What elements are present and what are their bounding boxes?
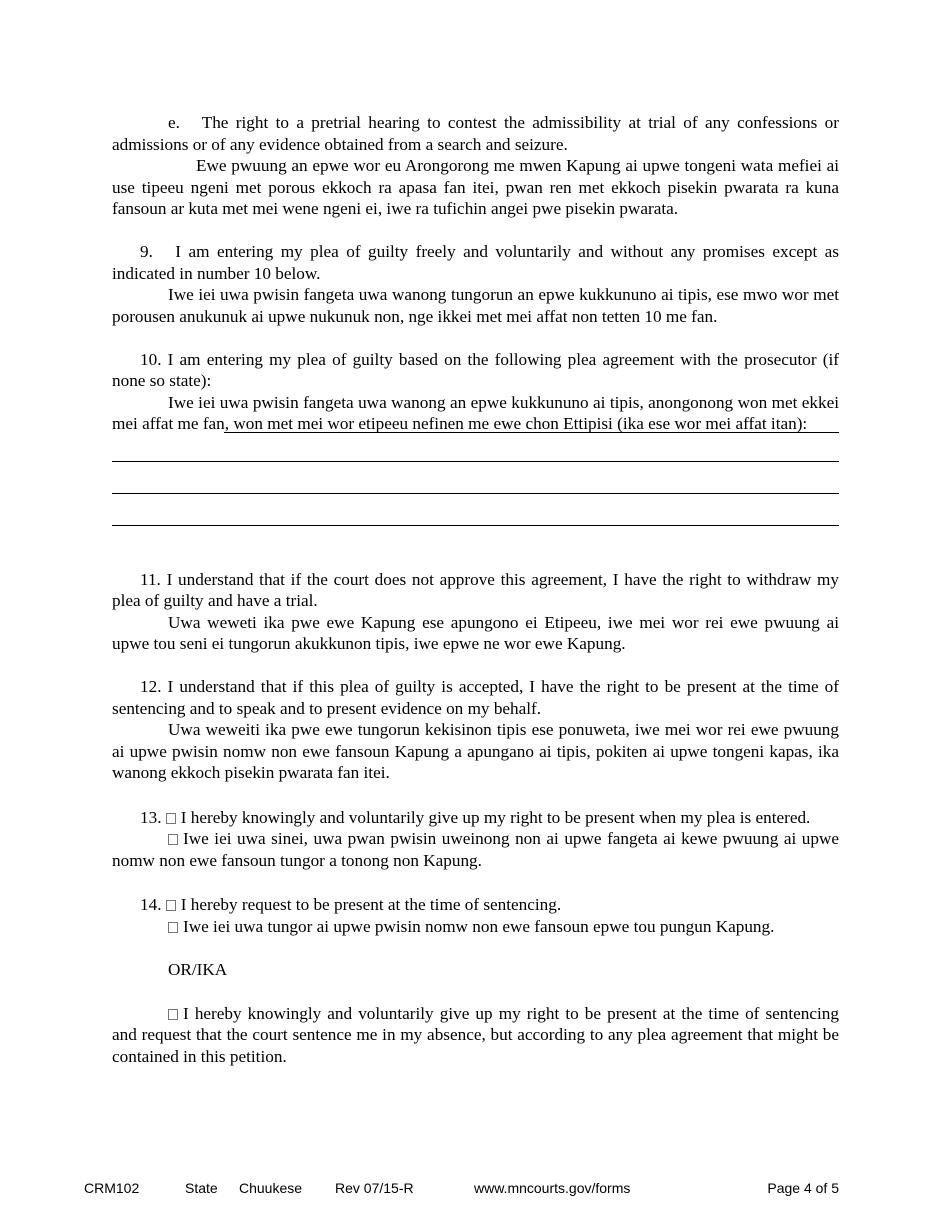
item-14-marker: 14.	[140, 895, 162, 914]
item-9-marker: 9.	[140, 242, 153, 261]
item-e-marker: e.	[168, 113, 180, 132]
page-footer	[84, 1180, 839, 1198]
item-14-alt-checkbox[interactable]	[168, 1009, 178, 1020]
footer-page-number: Page 4 of 5	[767, 1180, 839, 1196]
item-12-text: I understand that if this plea of guilty is accepted, I have the right to be present at the time of sentencing and to speak and to present evidence on my behalf.	[112, 677, 839, 718]
item-10-marker: 10.	[140, 349, 162, 369]
item-9-english	[112, 241, 839, 284]
item-11-chuukese: Uwa weweti ika pwe ewe Kapung ese apungono ei Etipeeu, iwe mei wor rei ewe pwuung ai upwe tou seni ei tungorun akukkunon tipis, iwe epwe ne wor ewe Kapung.	[112, 612, 839, 653]
item-12-english	[112, 676, 839, 719]
item-14-chuukese-checkbox[interactable]	[168, 922, 178, 933]
item-11-text: I understand that if the court does not approve this agreement, I have the right to withdraw my plea of guilty and have a trial.	[112, 569, 840, 610]
item-14-chuukese: Iwe iei uwa tungor ai upwe pwisin nomw non ewe fansoun epwe tou pungun Kapung.	[112, 916, 839, 938]
item-14-alternative: I hereby knowingly and voluntarily give up my right to be present at the time of sentencing and request that the court sentence me in my absence, but according to any plea agreement that might be contained in this petition.	[112, 1003, 839, 1066]
footer-revision: Rev 07/15-R	[335, 1180, 414, 1196]
item-10-english	[112, 349, 839, 392]
footer-form-id: CRM102	[84, 1180, 140, 1196]
item-10-chuukese-row	[112, 392, 839, 435]
item-9-text: I am entering my plea of guilty freely and voluntarily and without any promises except as indicated in number 10 below.	[112, 242, 840, 283]
footer-state: State	[185, 1180, 218, 1196]
item-13-english	[112, 807, 839, 829]
item-12-marker: 12.	[140, 677, 162, 696]
document-body	[112, 112, 839, 1067]
footer-url[interactable]: www.mncourts.gov/forms	[474, 1180, 631, 1196]
plea-agreement-line-1[interactable]	[224, 431, 839, 433]
item-11-english	[112, 569, 839, 612]
item-14-checkbox[interactable]	[166, 900, 176, 911]
item-14-text: I hereby request to be present at the time of sentencing.	[180, 895, 562, 914]
item-11-marker: 11.	[140, 569, 161, 589]
item-14-english	[112, 894, 839, 916]
item-13-chuukese-checkbox[interactable]	[168, 834, 178, 845]
item-12-chuukese: Uwa weweiti ika pwe ewe tungorun kekisinon tipis ese ponuweta, iwe mei wor rei ewe pwuung ai upwe pwisin nomw non ewe fansoun Kapung a apungano ai tipis, pokiten ai upwe tongeni kapas, ika wanong ekkoch pisekin pwarata fan itei.	[112, 720, 839, 782]
item-e-chuukese: Ewe pwuung an epwe wor eu Arongorong me mwen Kapung ai upwe tongeni wata mefiei ai use tipeeu ngeni met porous ekkoch ra apasa fan itei, pwan ren met ekkoch pisekin pwarata ra kuna fansoun ar kuta met mei wene ngeni ei, iwe ra tufichin angei pwe pisekin pwarata.	[112, 156, 839, 218]
item-13-checkbox[interactable]	[166, 813, 176, 824]
item-13-chuukese: Iwe iei uwa sinei, uwa pwan pwisin uweinong non ai upwe fangeta ai kewe pwuung ai upwe nomw non ewe fansoun tungor a tonong non Kapung.	[112, 829, 839, 870]
footer-language: Chuukese	[239, 1180, 303, 1196]
item-13-marker: 13.	[140, 807, 162, 827]
item-9-chuukese: Iwe iei uwa pwisin fangeta uwa wanong tungorun an epwe kukkununo ai tipis, ese mwo wor met porousen anukunuk ai upwe nukunuk non, nge ikkei met mei affat non tetten 10 me fan.	[112, 285, 839, 326]
item-10-chuukese: Iwe iei uwa pwisin fangeta uwa wanong an epwe kukkununo ai tipis, anongonong won met ekkei mei affat me fan, won met mei wor etipeeu nefinen me ewe chon Ettipisi (ika ese wor mei affat itan):	[112, 392, 839, 433]
item-e-english	[112, 112, 839, 155]
item-e-text: The right to a pretrial hearing to contest the admissibility at trial of any confessions or admissions or of any evidence obtained from a search and seizure.	[112, 113, 839, 154]
item-13-text: I hereby knowingly and voluntarily give up my right to be present when my plea is entered.	[180, 807, 811, 827]
item-10-text: I am entering my plea of guilty based on the following plea agreement with the prosecutor (if none so state):	[112, 349, 840, 390]
or-ika-label: OR/IKA	[168, 960, 228, 979]
